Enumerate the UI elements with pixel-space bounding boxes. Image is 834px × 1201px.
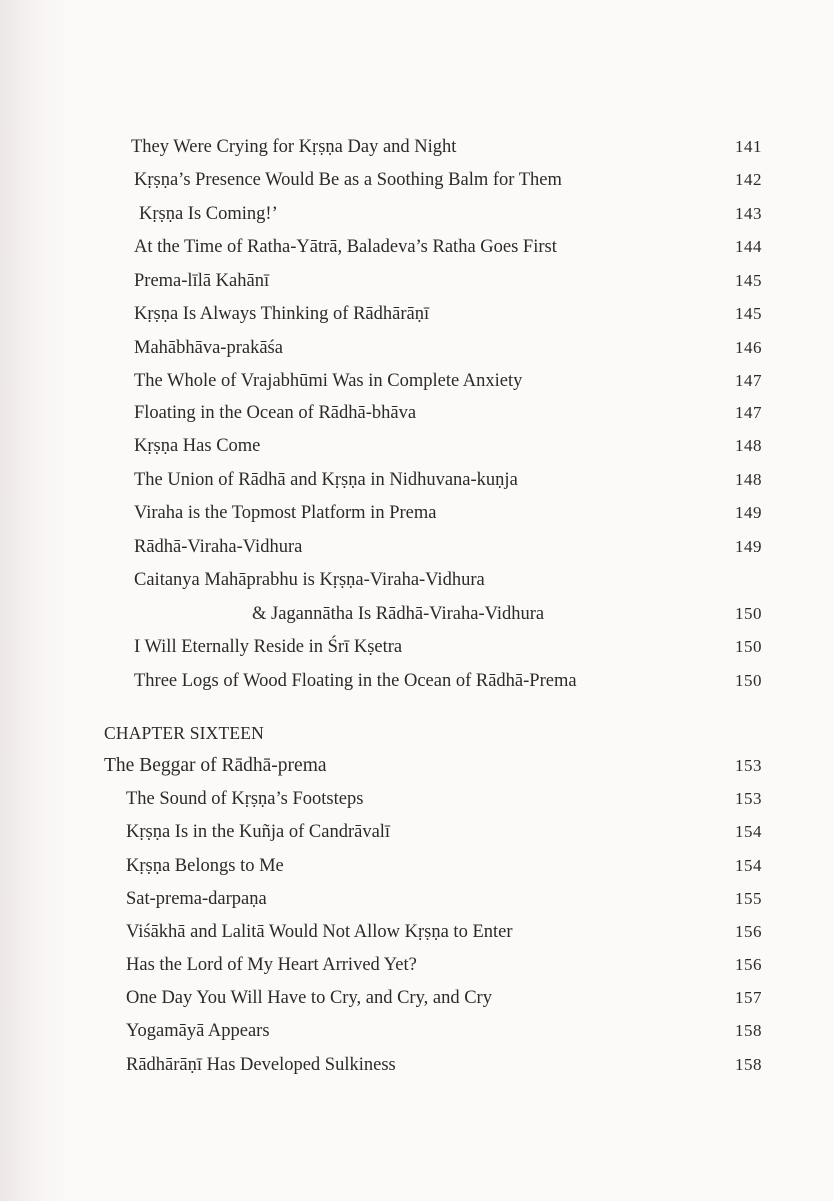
toc-entry-title: The Union of Rādhā and Kṛṣṇa in Nidhuvana-kuṇja [134,470,518,490]
toc-entry-title: Rādhā-Viraha-Vidhura [134,537,303,557]
toc-entry [0,1048,834,1082]
toc-entry-page: 147 [735,371,762,390]
toc-entry-page: 141 [735,137,762,156]
toc-entry [0,563,834,597]
toc-entry-page: 145 [735,271,762,290]
toc-entry [0,782,834,816]
toc-entry-page: 147 [735,403,762,422]
toc-entry-page: 142 [735,170,762,189]
toc-entry-page: 154 [735,822,762,841]
toc-entry-title: They Were Crying for Kṛṣṇa Day and Night [131,137,457,157]
toc-entry-page: 148 [735,436,762,455]
chapter-title-row [0,749,834,783]
toc-entry [0,264,834,298]
toc-entry-page: 150 [735,637,762,656]
toc-entry [0,130,834,164]
toc-entry [0,163,834,197]
toc-entry-title: Viraha is the Topmost Platform in Prema [134,503,437,523]
toc-entry [0,915,834,949]
toc-entry-page: 143 [735,204,762,223]
toc-entry-page: 149 [735,537,762,556]
toc-entry [0,981,834,1015]
toc-entry-title: Rādhārāṇī Has Developed Sulkiness [126,1055,396,1075]
toc-entry [0,364,834,398]
toc-entry-title: The Whole of Vrajabhūmi Was in Complete Anxiety [134,371,523,391]
toc-entry-title: & Jagannātha Is Rādhā-Viraha-Vidhura [252,604,545,624]
toc-entry [0,396,834,430]
toc-entry [0,197,834,231]
toc-entry [0,815,834,849]
toc-entry [0,530,834,564]
toc-entry-page: 149 [735,503,762,522]
toc-entry-title: Kṛṣṇa Has Come [134,436,261,456]
toc-entry-title: Kṛṣṇa Is Coming!’ [139,204,278,224]
toc-entry [0,849,834,883]
toc-entry-page: 155 [735,889,762,908]
toc-entry-page: 144 [735,237,762,256]
toc-entry [0,297,834,331]
toc-entry-title: Kṛṣṇa Belongs to Me [126,856,284,876]
chapter-label: CHAPTER SIXTEEN [104,723,265,743]
toc-entry-page: 158 [735,1021,762,1040]
toc-entry-page: 148 [735,470,762,489]
toc-entry-title: Has the Lord of My Heart Arrived Yet? [126,955,417,975]
toc-entry-title: Sat-prema-darpaṇa [126,889,267,909]
toc-entry-title: Prema-līlā Kahānī [134,271,270,291]
toc-entry-page: 158 [735,1055,762,1074]
toc-entry [0,948,834,982]
toc-entry-title: At the Time of Ratha-Yātrā, Baladeva’s Ratha Goes First [134,237,557,257]
toc-entry-page: 157 [735,988,762,1007]
toc-entry-title: Kṛṣṇa Is in the Kuñja of Candrāvalī [126,822,391,842]
toc-entry-title: Viśākhā and Lalitā Would Not Allow Kṛṣṇa to Enter [126,922,513,942]
toc-entry-title: One Day You Will Have to Cry, and Cry, and Cry [126,988,492,1008]
toc-entry-page: 146 [735,338,762,357]
toc-entry [0,331,834,365]
toc-entry-page: 145 [735,304,762,323]
toc-entry-title: Mahābhāva-prakāśa [134,338,283,358]
toc-entry-page: 156 [735,955,762,974]
chapter-page: 153 [735,756,762,775]
toc-entry-title: Three Logs of Wood Floating in the Ocean of Rādhā-Prema [134,671,577,691]
toc-entry-title: Yogamāyā Appears [126,1021,270,1041]
toc-entry-title: Floating in the Ocean of Rādhā-bhāva [134,403,417,423]
chapter-heading [0,716,834,750]
toc-entry-title: I Will Eternally Reside in Śrī Kṣetra [134,637,403,657]
toc-entry-page: 156 [735,922,762,941]
toc-entry-title: Kṛṣṇa Is Always Thinking of Rādhārāṇī [134,304,430,324]
toc-entry [0,1014,834,1048]
toc-entry-title: Caitanya Mahāprabhu is Kṛṣṇa-Viraha-Vidhura [134,570,485,590]
toc-entry [0,630,834,664]
toc-entry-continuation [0,597,834,631]
chapter-title: The Beggar of Rādhā-prema [104,755,327,776]
toc-entry [0,664,834,698]
toc-entry [0,496,834,530]
toc-entry [0,882,834,916]
toc-entry-page: 150 [735,604,762,623]
toc-entry-page: 154 [735,856,762,875]
toc-entry-title: Kṛṣṇa’s Presence Would Be as a Soothing Balm for Them [134,170,562,190]
toc-entry-title: The Sound of Kṛṣṇa’s Footsteps [126,789,364,809]
toc-entry [0,429,834,463]
toc-entry [0,463,834,497]
toc-entry-page: 150 [735,671,762,690]
toc-entry [0,230,834,264]
toc-entry-page: 153 [735,789,762,808]
